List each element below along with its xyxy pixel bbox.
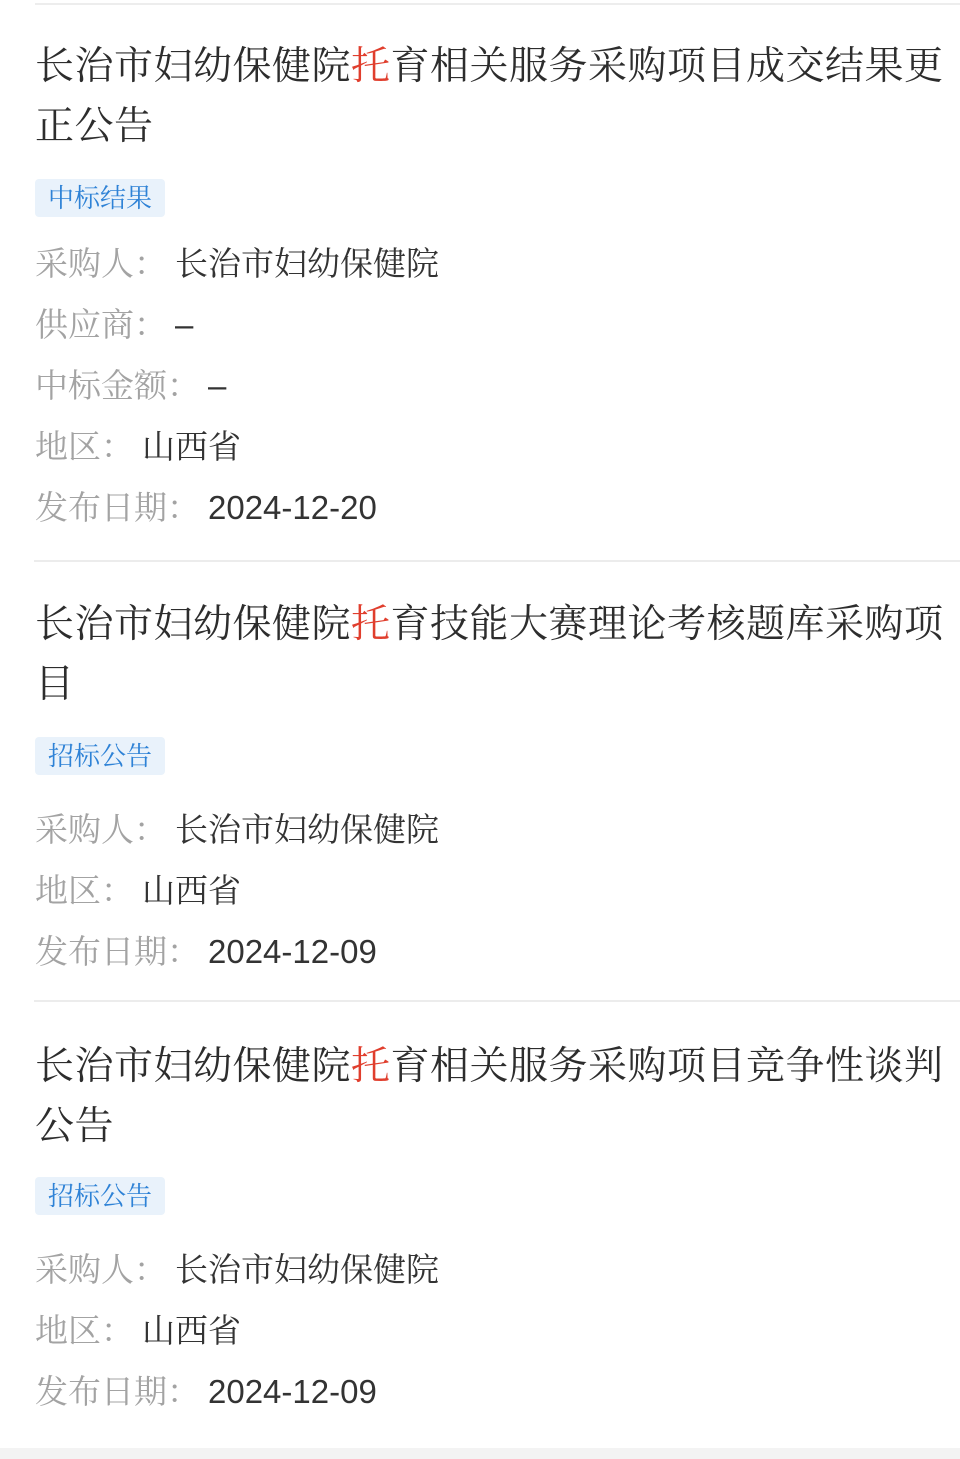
title-text: 长治市妇幼保健院 [35, 1045, 352, 1088]
announcement-card-3[interactable] [0, 1002, 960, 1422]
field-label: 采购人： [35, 245, 167, 282]
field-value: – [208, 367, 227, 404]
title-text: 育相关服务采购项目竞争性谈判公告 [35, 1045, 944, 1148]
field-list [35, 233, 950, 538]
field-row-supplier [35, 294, 950, 355]
field-value: 长治市妇幼保健院 [175, 1251, 439, 1288]
title-text: 长治市妇幼保健院 [35, 45, 352, 88]
title-highlight-keyword: 托 [351, 1045, 391, 1088]
field-value: 山西省 [142, 428, 241, 465]
field-row-purchaser [35, 799, 950, 860]
field-row-purchaser [35, 233, 950, 294]
field-value: – [175, 306, 194, 343]
bottom-gutter [0, 1448, 960, 1459]
field-row-publish-date [35, 921, 950, 982]
category-badge: 招标公告 [35, 1177, 165, 1215]
field-label: 采购人： [35, 811, 167, 848]
field-value: 长治市妇幼保健院 [175, 811, 439, 848]
field-row-region [35, 1300, 950, 1361]
title-text: 育相关服务采购项目成交结果更正公告 [35, 45, 944, 148]
field-label: 发布日期： [35, 1373, 200, 1410]
field-row-publish-date [35, 1361, 950, 1422]
field-label: 地区： [35, 872, 134, 909]
field-value: 山西省 [142, 1312, 241, 1349]
announcement-card-1[interactable] [0, 0, 960, 538]
title-text: 育技能大赛理论考核题库采购项目 [35, 603, 944, 706]
field-row-region [35, 860, 950, 921]
field-label: 发布日期： [35, 489, 200, 526]
field-value: 2024-12-20 [208, 489, 377, 526]
title-highlight-keyword: 托 [351, 603, 391, 646]
title-highlight-keyword: 托 [351, 45, 391, 88]
field-row-purchaser [35, 1239, 950, 1300]
announcement-title[interactable] [35, 37, 950, 157]
field-value: 2024-12-09 [208, 1373, 377, 1410]
field-value: 山西省 [142, 872, 241, 909]
top-hairline [35, 3, 960, 5]
category-badge: 中标结果 [35, 179, 165, 217]
category-badge: 招标公告 [35, 737, 165, 775]
field-value: 2024-12-09 [208, 933, 377, 970]
field-label: 供应商： [35, 306, 167, 343]
field-row-award-amount [35, 355, 950, 416]
announcement-title[interactable] [35, 595, 950, 715]
field-list [35, 799, 950, 982]
announcement-title[interactable] [35, 1037, 950, 1157]
field-label: 发布日期： [35, 933, 200, 970]
title-text: 长治市妇幼保健院 [35, 603, 352, 646]
field-label: 中标金额： [35, 367, 200, 404]
field-list [35, 1239, 950, 1422]
field-value: 长治市妇幼保健院 [175, 245, 439, 282]
field-label: 地区： [35, 1312, 134, 1349]
field-label: 采购人： [35, 1251, 167, 1288]
field-label: 地区： [35, 428, 134, 465]
field-row-region [35, 416, 950, 477]
announcement-card-2[interactable] [0, 562, 960, 982]
field-row-publish-date [35, 477, 950, 538]
